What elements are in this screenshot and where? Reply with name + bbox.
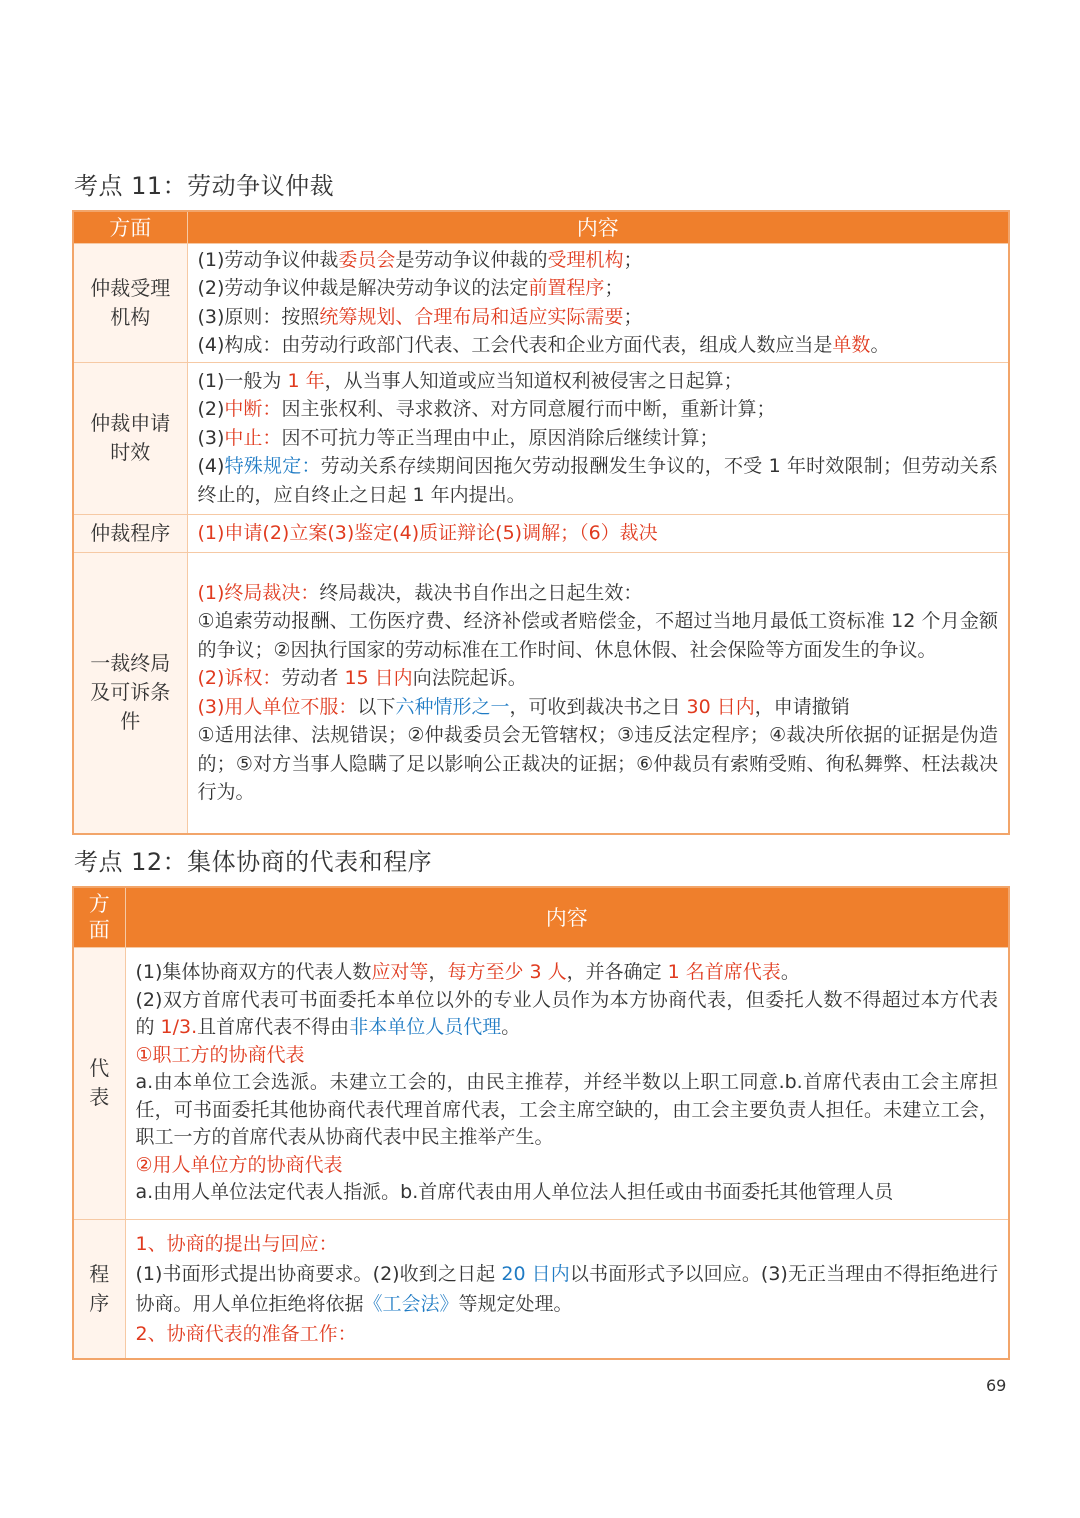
page-number: 69 bbox=[986, 1376, 1007, 1395]
content-cell: (1)申请(2)立案(3)鉴定(4)质证辩论(5)调解；（6）裁决 bbox=[187, 514, 1009, 552]
content-cell: (1)一般为 1 年，从当事人知道或应当知道权利被侵害之日起算； (2)中断：因主张权利、寻求救济、对方同意履行而中断，重新计算； (3)中止：因不可抗力等正当理由中止，原因消除后继续计算； (4)特殊规定：劳动关系存续期间因拖欠劳动报酬发生争议的，不受 1 年时效限制；但劳动关系终止的，应自终止之日起 1 年内提出。 bbox=[187, 362, 1009, 514]
section-12-title: 考点 12：集体协商的代表和程序 bbox=[74, 848, 433, 876]
section-11-table bbox=[72, 210, 1010, 835]
header-content: 内容 bbox=[187, 211, 1009, 243]
section-11-title: 考点 11：劳动争议仲裁 bbox=[74, 172, 335, 200]
table-row bbox=[73, 243, 1009, 362]
table-row bbox=[73, 552, 1009, 834]
table-row bbox=[73, 1219, 1009, 1359]
aspect-cell: 一裁终局及可诉条件 bbox=[73, 552, 187, 834]
aspect-cell: 仲裁申请时效 bbox=[73, 362, 187, 514]
aspect-cell: 代表 bbox=[73, 947, 125, 1219]
aspect-cell: 仲裁程序 bbox=[73, 514, 187, 552]
aspect-cell: 程序 bbox=[73, 1219, 125, 1359]
content-cell: 1、协商的提出与回应： (1)书面形式提出协商要求。(2)收到之日起 20 日内以书面形式予以回应。(3)无正当理由不得拒绝进行协商。用人单位拒绝将依据《工会法》等规定处理。 2、协商代表的准备工作： bbox=[125, 1219, 1009, 1359]
section-12-table bbox=[72, 886, 1010, 1360]
table-row bbox=[73, 362, 1009, 514]
table-row bbox=[73, 514, 1009, 552]
header-content: 内容 bbox=[125, 887, 1009, 947]
content-cell: (1)终局裁决：终局裁决，裁决书自作出之日起生效： ①追索劳动报酬、工伤医疗费、经济补偿或者赔偿金，不超过当地月最低工资标准 12 个月金额的争议；②因执行国家的劳动标准在工作时间、休息休假、社会保险等方面发生的争议。 (2)诉权：劳动者 15 日内向法院起诉。 (3)用人单位不服：以下六种情形之一，可收到裁决书之日 30 日内，申请撤销 ①适用法律、法规错误；②仲裁委员会无管辖权；③违反法定程序；④裁决所依据的证据是伪造的；⑤对方当事人隐瞒了足以影响公正裁决的证据；⑥仲裁员有索贿受贿、徇私舞弊、枉法裁决行为。 bbox=[187, 552, 1009, 834]
content-cell: (1)劳动争议仲裁委员会是劳动争议仲裁的受理机构； (2)劳动争议仲裁是解决劳动争议的法定前置程序； (3)原则：按照统筹规划、合理布局和适应实际需要； (4)构成：由劳动行政部门代表、工会代表和企业方面代表，组成人数应当是单数。 bbox=[187, 243, 1009, 362]
content-cell: (1)集体协商双方的代表人数应对等，每方至少 3 人，并各确定 1 名首席代表。 (2)双方首席代表可书面委托本单位以外的专业人员作为本方协商代表，但委托人数不得超过本方代表的 1/3.且首席代表不得由非本单位人员代理。 ①职工方的协商代表 a.由本单位工会选派。未建立工会的，由民主推荐，并经半数以上职工同意.b.首席代表由工会主席担任，可书面委托其他协商代表代理首席代表，工会主席空缺的，由工会主要负责人担任。未建立工会，职工一方的首席代表从协商代表中民主推举产生。 ②用人单位方的协商代表 a.由用人单位法定代表人指派。b.首席代表由用人单位法人担任或由书面委托其他管理人员 bbox=[125, 947, 1009, 1219]
table-row bbox=[73, 947, 1009, 1219]
table-header-row bbox=[73, 211, 1009, 243]
header-aspect: 方面 bbox=[73, 887, 125, 947]
aspect-cell: 仲裁受理机构 bbox=[73, 243, 187, 362]
table-header-row bbox=[73, 887, 1009, 947]
header-aspect: 方面 bbox=[73, 211, 187, 243]
